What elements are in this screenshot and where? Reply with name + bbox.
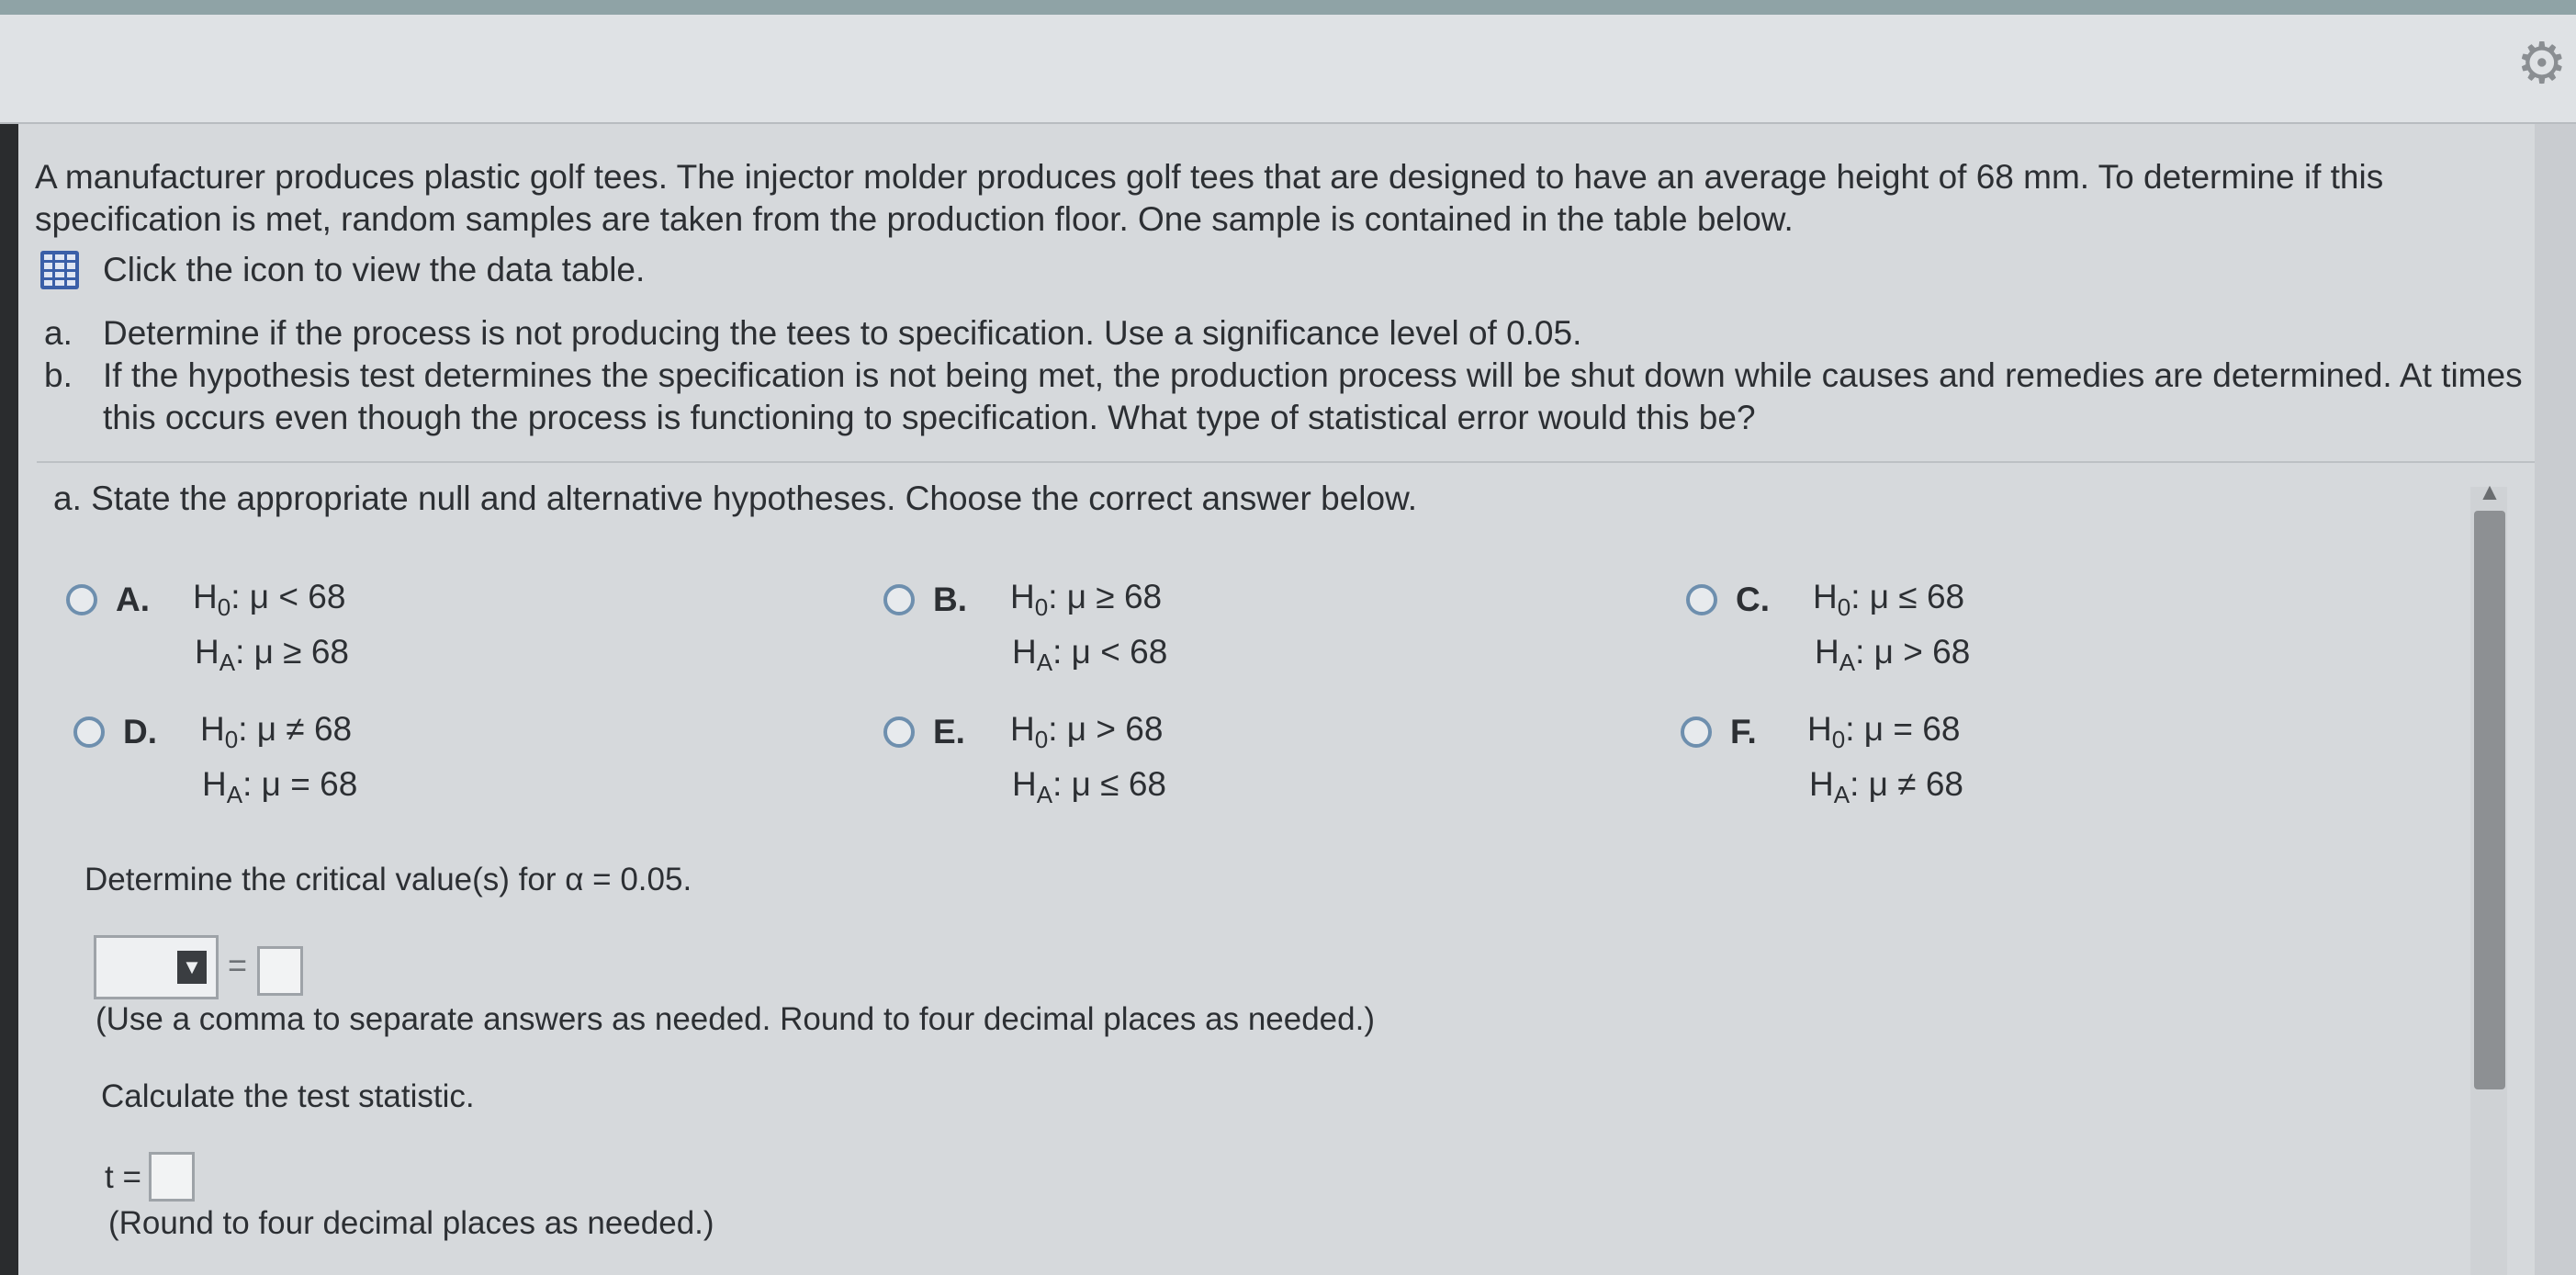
part-letter: a. xyxy=(44,314,73,352)
option-b[interactable] xyxy=(883,579,1167,676)
radio-button[interactable] xyxy=(883,716,915,748)
part-text: Determine if the process is not producing the tees to specification. Use a significance level of 0.05. xyxy=(103,314,1582,352)
equals-sign: = xyxy=(228,946,248,984)
part-b xyxy=(44,355,2542,439)
null-hypothesis: $H_0$: μ < 68 xyxy=(193,578,346,621)
option-d[interactable] xyxy=(73,711,357,808)
alt-hypothesis: $H_A$: μ > 68 xyxy=(1815,633,1971,676)
alt-hypothesis: $H_A$: μ ≤ 68 xyxy=(1012,765,1166,808)
screen-bezel-left xyxy=(0,124,18,1275)
option-e[interactable] xyxy=(883,711,1166,808)
radio-button[interactable] xyxy=(1686,584,1717,615)
critical-value-input[interactable] xyxy=(257,946,303,996)
data-table-link-text: Click the icon to view the data table. xyxy=(103,251,646,288)
critical-value-prompt: Determine the critical value(s) for α = 0.05. xyxy=(84,862,692,897)
critical-value-select[interactable] xyxy=(94,935,219,999)
question-parts xyxy=(44,312,2542,439)
data-table-link[interactable] xyxy=(40,248,645,292)
radio-button[interactable] xyxy=(1681,716,1712,748)
chevron-down-icon[interactable]: ▼ xyxy=(177,951,207,984)
null-hypothesis: $H_0$: μ ≠ 68 xyxy=(200,710,353,753)
subquestion-prompt: a. State the appropriate null and alternative hypotheses. Choose the correct answer below. xyxy=(53,480,1418,517)
top-strip xyxy=(0,0,2576,15)
radio-button[interactable] xyxy=(73,716,105,748)
scrollbar-thumb[interactable] xyxy=(2474,511,2505,1089)
critical-value-note: (Use a comma to separate answers as needed. Round to four decimal places as needed.) xyxy=(96,1001,1375,1037)
section-divider xyxy=(37,461,2535,463)
data-table-icon[interactable] xyxy=(40,251,79,289)
panel-right-edge xyxy=(2535,124,2576,1275)
t-label: t = xyxy=(105,1159,141,1195)
test-statistic-prompt: Calculate the test statistic. xyxy=(101,1078,475,1114)
null-hypothesis: $H_0$: μ ≤ 68 xyxy=(1813,578,1965,621)
option-letter: D. xyxy=(123,713,157,750)
option-letter: C. xyxy=(1736,581,1770,618)
option-f[interactable] xyxy=(1681,711,1963,808)
radio-button[interactable] xyxy=(66,584,97,615)
part-a xyxy=(44,312,2542,355)
scroll-up-icon[interactable]: ▲ xyxy=(2478,478,2502,505)
gear-icon[interactable]: ⚙ xyxy=(2516,32,2568,96)
option-letter: A. xyxy=(116,581,150,618)
radio-button[interactable] xyxy=(883,584,915,615)
alt-hypothesis: $H_A$: μ < 68 xyxy=(1012,633,1168,676)
alt-hypothesis: $H_A$: μ = 68 xyxy=(202,765,358,808)
null-hypothesis: $H_0$: μ ≥ 68 xyxy=(1010,578,1163,621)
test-statistic-input[interactable] xyxy=(149,1152,195,1202)
option-letter: E. xyxy=(933,713,965,750)
alt-hypothesis: $H_A$: μ ≥ 68 xyxy=(195,633,349,676)
option-letter: B. xyxy=(933,581,967,618)
part-text: If the hypothesis test determines the specification is not being met, the production process will be shut down while causes and remedies are determined. At times this occurs even though the process is functioning to specification. What type of statistical error would this be? xyxy=(103,356,2523,436)
part-letter: b. xyxy=(44,356,73,394)
header-bar xyxy=(0,15,2576,123)
null-hypothesis: $H_0$: μ > 68 xyxy=(1010,710,1164,753)
alt-hypothesis: $H_A$: μ ≠ 68 xyxy=(1809,765,1963,808)
option-letter: F. xyxy=(1730,713,1757,750)
option-c[interactable] xyxy=(1686,579,1970,676)
option-a[interactable] xyxy=(66,579,349,676)
null-hypothesis: $H_0$: μ = 68 xyxy=(1807,710,1961,753)
test-statistic-note: (Round to four decimal places as needed.) xyxy=(108,1205,714,1241)
question-intro: A manufacturer produces plastic golf tees. The injector molder produces golf tees that are designed to have an average height of 68 mm. To determine if this specification is met, random samples are taken from the production floor. One sample is contained in the table below. xyxy=(35,158,2384,238)
